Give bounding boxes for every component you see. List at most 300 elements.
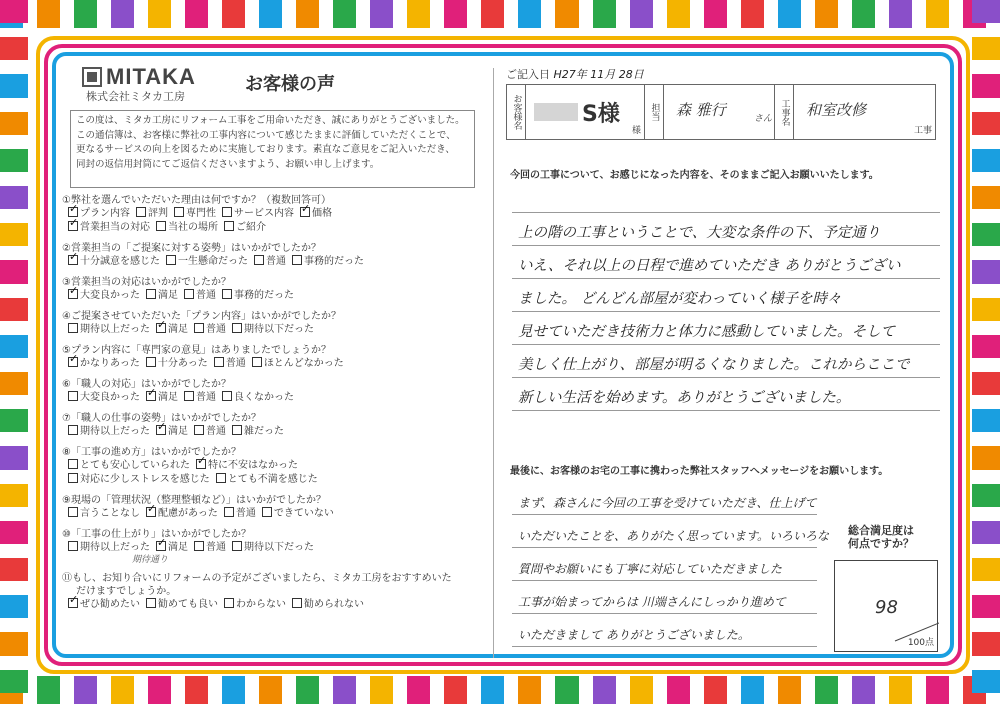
question-title: ④ご提案させていただいた「プラン内容」はいかがでしたか？ bbox=[62, 311, 341, 322]
stripe-block bbox=[704, 676, 727, 704]
option-label: ぜひ勧めたい bbox=[80, 599, 140, 610]
decorative-stripe-bottom bbox=[0, 676, 1000, 704]
stripe-block bbox=[0, 37, 28, 60]
comments-prompt: 今回の工事について、お感じになった内容を、そのままご記入お願いいたします。 bbox=[510, 170, 879, 181]
decorative-stripe-left bbox=[0, 0, 28, 707]
survey-question bbox=[62, 412, 482, 439]
answer-option[interactable] bbox=[184, 290, 216, 301]
option-label: 普通 bbox=[235, 508, 256, 519]
answer-option[interactable] bbox=[184, 392, 216, 403]
checkbox-icon[interactable] bbox=[252, 357, 262, 367]
option-label: 満足 bbox=[158, 290, 178, 301]
option-label: 言うことなし bbox=[80, 508, 140, 519]
stripe-block bbox=[0, 260, 28, 283]
stripe-block bbox=[972, 372, 1000, 395]
ruled-line bbox=[512, 213, 940, 246]
stripe-block bbox=[0, 112, 28, 135]
option-label: とても不満を感じた bbox=[227, 474, 318, 485]
intro-line: この通信簿は、お客様に弊社の工事内容について感じたままに評価していただくことで、 bbox=[76, 129, 456, 141]
option-label: 十分あった bbox=[157, 358, 208, 369]
comments-lines bbox=[512, 212, 940, 411]
answer-option[interactable] bbox=[156, 426, 188, 437]
answer-option[interactable] bbox=[174, 208, 216, 219]
message-prompt: 最後に、お客様のお宅の工事に携わった弊社スタッフへメッセージをお願いします。 bbox=[510, 466, 889, 477]
answer-option[interactable] bbox=[224, 508, 256, 519]
checkbox-icon[interactable] bbox=[146, 598, 156, 608]
ruled-line bbox=[512, 246, 940, 279]
option-label: 価格 bbox=[312, 208, 332, 219]
stripe-block bbox=[555, 0, 578, 28]
survey-question bbox=[62, 528, 482, 565]
decorative-stripe-top bbox=[0, 0, 1000, 28]
stripe-block bbox=[407, 0, 430, 28]
option-label: 満足 bbox=[158, 392, 178, 403]
checkbox-icon[interactable] bbox=[194, 425, 204, 435]
answer-option[interactable] bbox=[254, 256, 286, 267]
option-label: サービス内容 bbox=[234, 208, 294, 219]
checked-checkbox-icon[interactable] bbox=[68, 221, 78, 231]
option-label: わからない bbox=[236, 599, 286, 610]
checkbox-icon[interactable] bbox=[184, 289, 194, 299]
checkbox-icon[interactable] bbox=[68, 391, 78, 401]
answer-option[interactable] bbox=[232, 542, 314, 553]
stripe-block bbox=[972, 632, 1000, 655]
question-list bbox=[62, 194, 482, 619]
stripe-block bbox=[444, 0, 467, 28]
intro-line: 更なるサービスの向上を図るために実施しております。素直なご意見をご記入いただき、 bbox=[76, 144, 455, 155]
checked-checkbox-icon[interactable] bbox=[68, 598, 78, 608]
answer-option[interactable] bbox=[68, 426, 150, 437]
company-logo bbox=[82, 64, 196, 90]
score-max: 100点 bbox=[907, 638, 934, 648]
checkbox-icon[interactable] bbox=[222, 289, 232, 299]
checkbox-icon[interactable] bbox=[222, 391, 232, 401]
survey-left-column bbox=[60, 62, 485, 662]
stripe-block bbox=[0, 298, 28, 321]
handwritten-text: 美しく仕上がり、部屋が明るくなりました。これからここで bbox=[518, 357, 910, 373]
checkbox-icon[interactable] bbox=[292, 255, 302, 265]
option-label: 普通 bbox=[225, 358, 246, 369]
option-label: 大変良かった bbox=[80, 290, 140, 301]
option-label: 普通 bbox=[206, 426, 226, 437]
ruled-line bbox=[512, 548, 817, 581]
ruled-line bbox=[512, 312, 940, 345]
answer-option[interactable] bbox=[156, 542, 188, 553]
stripe-block bbox=[741, 0, 764, 28]
handwritten-text: 新しい生活を始めます。ありがとうございました。 bbox=[518, 390, 851, 406]
checkbox-icon[interactable] bbox=[68, 425, 78, 435]
answer-option[interactable] bbox=[216, 474, 318, 485]
date-label: ご記入日 bbox=[506, 68, 550, 81]
checkbox-icon[interactable] bbox=[232, 323, 242, 333]
decorative-stripe-right bbox=[972, 0, 1000, 707]
option-label: 勧められない bbox=[304, 599, 364, 610]
answer-option[interactable] bbox=[196, 460, 298, 471]
answer-option[interactable] bbox=[136, 208, 168, 219]
answer-option[interactable] bbox=[156, 222, 218, 233]
stripe-block bbox=[481, 0, 504, 28]
staff-cell bbox=[664, 85, 775, 139]
option-label: とても安心していられた bbox=[80, 460, 190, 471]
handwritten-text: 工事が始まってからは 川端さんにしっかり進めて bbox=[518, 595, 786, 609]
stripe-block bbox=[0, 595, 28, 618]
stripe-block bbox=[778, 0, 801, 28]
answer-option[interactable] bbox=[146, 358, 208, 369]
stripe-block bbox=[296, 676, 319, 704]
checkbox-icon[interactable] bbox=[146, 357, 156, 367]
answer-option[interactable] bbox=[146, 392, 178, 403]
option-label: 勧めても良い bbox=[158, 599, 218, 610]
option-label: 普通 bbox=[266, 256, 286, 267]
checkbox-icon[interactable] bbox=[156, 221, 166, 231]
answer-option[interactable] bbox=[68, 324, 150, 335]
checked-checkbox-icon[interactable] bbox=[156, 425, 166, 435]
answer-option[interactable] bbox=[222, 392, 294, 403]
checkbox-icon[interactable] bbox=[232, 425, 242, 435]
stripe-block bbox=[370, 676, 393, 704]
customer-cell bbox=[526, 85, 645, 139]
stripe-block bbox=[972, 186, 1000, 209]
option-label: 期待以下だった bbox=[244, 324, 314, 335]
column-divider bbox=[493, 68, 494, 658]
checkbox-icon[interactable] bbox=[232, 541, 242, 551]
option-row bbox=[62, 357, 482, 371]
stripe-block bbox=[972, 0, 1000, 23]
survey-question bbox=[62, 344, 482, 371]
checkbox-icon[interactable] bbox=[68, 459, 78, 469]
answer-option[interactable] bbox=[68, 460, 190, 471]
option-row bbox=[62, 255, 482, 269]
handwritten-text: 質問やお願いにも丁寧に対応していただきました bbox=[518, 562, 783, 576]
question-title: ⑩「工事の仕上がり」はいかがでしたか？ bbox=[62, 529, 251, 540]
option-label: 普通 bbox=[206, 324, 226, 335]
stripe-block bbox=[148, 676, 171, 704]
checkbox-icon[interactable] bbox=[224, 221, 234, 231]
stripe-block bbox=[741, 676, 764, 704]
logo-wordmark: MITAKA bbox=[106, 64, 196, 89]
stripe-block bbox=[852, 676, 875, 704]
stripe-block bbox=[972, 409, 1000, 432]
option-label: 満足 bbox=[168, 426, 188, 437]
answer-option[interactable] bbox=[68, 290, 140, 301]
staff-label: 担当 bbox=[645, 85, 664, 139]
answer-option[interactable] bbox=[232, 324, 314, 335]
answer-option[interactable] bbox=[224, 222, 266, 233]
stripe-block bbox=[370, 0, 393, 28]
option-label: 満足 bbox=[168, 324, 188, 335]
checked-checkbox-icon[interactable] bbox=[156, 323, 166, 333]
stripe-block bbox=[222, 0, 245, 28]
handwritten-text: いただきまして ありがとうございました。 bbox=[518, 628, 750, 642]
option-label: 特に不安はなかった bbox=[208, 460, 298, 471]
ruled-line bbox=[512, 581, 817, 614]
answer-option[interactable] bbox=[194, 426, 226, 437]
stripe-block bbox=[74, 0, 97, 28]
stripe-block bbox=[0, 74, 28, 97]
checkbox-icon[interactable] bbox=[68, 323, 78, 333]
answer-option[interactable] bbox=[194, 324, 226, 335]
checkbox-icon[interactable] bbox=[146, 289, 156, 299]
option-label: 普通 bbox=[196, 290, 216, 301]
stripe-block bbox=[972, 484, 1000, 507]
survey-question bbox=[62, 572, 482, 612]
answer-option[interactable] bbox=[68, 392, 140, 403]
stripe-block bbox=[852, 0, 875, 28]
checked-checkbox-icon[interactable] bbox=[68, 357, 78, 367]
option-label: プラン内容 bbox=[80, 208, 130, 219]
checkbox-icon[interactable] bbox=[224, 598, 234, 608]
stripe-block bbox=[333, 676, 356, 704]
stripe-block bbox=[296, 0, 319, 28]
stripe-block bbox=[972, 335, 1000, 358]
question-title: ⑧「工事の進め方」はいかがでしたか？ bbox=[62, 447, 241, 458]
answer-option[interactable] bbox=[262, 508, 334, 519]
survey-question bbox=[62, 276, 482, 303]
option-row bbox=[62, 425, 482, 439]
stripe-block bbox=[926, 676, 949, 704]
question-title: ①弊社を選んでいただいた理由は何ですか？（複数回答可） bbox=[62, 195, 331, 206]
option-row bbox=[62, 507, 482, 521]
option-label: 期待以下だった bbox=[244, 542, 314, 553]
option-label: 営業担当の対応 bbox=[80, 222, 150, 233]
checked-checkbox-icon[interactable] bbox=[146, 391, 156, 401]
answer-option[interactable] bbox=[166, 256, 248, 267]
answer-option[interactable] bbox=[68, 358, 140, 369]
handwritten-text: いえ、それ以上の日程で進めていただき ありがとうござい bbox=[518, 258, 901, 274]
ruled-line bbox=[512, 279, 940, 312]
stripe-block bbox=[593, 676, 616, 704]
stripe-block bbox=[889, 0, 912, 28]
stripe-block bbox=[555, 676, 578, 704]
answer-option[interactable] bbox=[68, 256, 160, 267]
checkbox-icon[interactable] bbox=[214, 357, 224, 367]
customer-info-table bbox=[506, 84, 936, 140]
customer-suffix: 様 bbox=[631, 126, 641, 136]
option-label: 雑だった bbox=[244, 426, 284, 437]
option-label: 対応に少しストレスを感じた bbox=[80, 474, 210, 485]
stripe-block bbox=[972, 149, 1000, 172]
option-label: ほとんどなかった bbox=[263, 358, 344, 369]
option-row bbox=[62, 221, 482, 235]
answer-option[interactable] bbox=[292, 256, 364, 267]
handwritten-text: いただいたことを、ありがたく思っています。いろいろな bbox=[518, 529, 830, 543]
stripe-block bbox=[0, 409, 28, 432]
stripe-block bbox=[481, 676, 504, 704]
option-row bbox=[62, 598, 482, 612]
answer-option[interactable] bbox=[194, 542, 226, 553]
checkbox-icon[interactable] bbox=[224, 507, 234, 517]
option-row bbox=[62, 473, 482, 487]
stripe-block bbox=[37, 0, 60, 28]
work-name: 和室改修 bbox=[806, 101, 867, 119]
score-label bbox=[822, 524, 940, 550]
answer-option[interactable] bbox=[232, 426, 284, 437]
option-label: 十分誠意を感じた bbox=[80, 256, 160, 267]
ruled-line bbox=[512, 482, 817, 515]
answer-option[interactable] bbox=[68, 474, 210, 485]
stripe-block bbox=[518, 0, 541, 28]
stripe-block bbox=[667, 676, 690, 704]
answer-option[interactable] bbox=[146, 508, 218, 519]
survey-question bbox=[62, 494, 482, 521]
checkbox-icon[interactable] bbox=[166, 255, 176, 265]
answer-option[interactable] bbox=[222, 208, 294, 219]
stripe-block bbox=[972, 446, 1000, 469]
work-cell bbox=[794, 85, 935, 139]
work-label: 工事名 bbox=[775, 85, 794, 139]
handwritten-text: ました。 どんどん部屋が変わっていく様子を時々 bbox=[518, 291, 842, 307]
option-label: 専門性 bbox=[186, 208, 216, 219]
stripe-block bbox=[667, 0, 690, 28]
checkbox-icon[interactable] bbox=[292, 598, 302, 608]
question-title: ⑪もし、お知り合いにリフォームの予定がございましたら、ミタカ工房をおすすめいた bbox=[62, 573, 452, 584]
answer-option[interactable] bbox=[156, 324, 188, 335]
question-title: ⑨現場の「管理状況（整理整頓など）」はいかがでしたか？ bbox=[62, 495, 326, 506]
stripe-block bbox=[0, 484, 28, 507]
stripe-block bbox=[972, 521, 1000, 544]
intro-line: この度は、ミタカ工房にリフォーム工事をご用命いただき、誠にありがとうございました。 bbox=[76, 115, 465, 126]
checkbox-icon[interactable] bbox=[262, 507, 272, 517]
answer-option[interactable] bbox=[224, 599, 286, 610]
date-value: H27年 11月 28日 bbox=[553, 68, 644, 81]
option-label: 評判 bbox=[148, 208, 168, 219]
score-value: 98 bbox=[875, 597, 898, 618]
page-title: お客様の声 bbox=[245, 74, 335, 95]
checkbox-icon[interactable] bbox=[136, 207, 146, 217]
answer-option[interactable] bbox=[146, 290, 178, 301]
stripe-block bbox=[972, 260, 1000, 283]
handwritten-text: 上の階の工事ということで、大変な条件の下、予定通り bbox=[518, 225, 881, 241]
stripe-block bbox=[0, 223, 28, 246]
intro-box bbox=[70, 110, 475, 188]
company-name: 株式会社ミタカ工房 bbox=[86, 90, 185, 103]
stripe-block bbox=[0, 186, 28, 209]
question-title: ⑤プラン内容に「専門家の意見」はありましたでしょうか？ bbox=[62, 345, 331, 356]
stripe-block bbox=[972, 595, 1000, 618]
stripe-block bbox=[111, 0, 134, 28]
survey-question bbox=[62, 310, 482, 337]
checkbox-icon[interactable] bbox=[222, 207, 232, 217]
answer-option[interactable] bbox=[252, 358, 344, 369]
checked-checkbox-icon[interactable] bbox=[68, 289, 78, 299]
stripe-block bbox=[148, 0, 171, 28]
checkbox-icon[interactable] bbox=[68, 473, 78, 483]
option-row bbox=[62, 459, 482, 473]
checked-checkbox-icon[interactable] bbox=[146, 507, 156, 517]
checked-checkbox-icon[interactable] bbox=[300, 207, 310, 217]
checkbox-icon[interactable] bbox=[68, 507, 78, 517]
checked-checkbox-icon[interactable] bbox=[196, 459, 206, 469]
stripe-block bbox=[185, 0, 208, 28]
stripe-block bbox=[185, 676, 208, 704]
option-label: 普通 bbox=[196, 392, 216, 403]
checkbox-icon[interactable] bbox=[194, 541, 204, 551]
stripe-block bbox=[630, 676, 653, 704]
option-label: 期待以上だった bbox=[80, 426, 150, 437]
stripe-block bbox=[0, 446, 28, 469]
ruled-line bbox=[512, 515, 830, 548]
stripe-block bbox=[333, 0, 356, 28]
score-box bbox=[834, 560, 938, 652]
question-title: ⑥「職人の対応」はいかがでしたか？ bbox=[62, 379, 231, 390]
answer-option[interactable] bbox=[68, 222, 150, 233]
answer-option[interactable] bbox=[214, 358, 246, 369]
customer-label: お客様名 bbox=[507, 85, 526, 139]
work-suffix: 工事 bbox=[913, 126, 932, 136]
question-title: ③営業担当の対応はいかがでしたか？ bbox=[62, 277, 231, 288]
stripe-block bbox=[0, 149, 28, 172]
ruled-line bbox=[512, 614, 817, 647]
stripe-block bbox=[259, 676, 282, 704]
staff-suffix: さん bbox=[754, 114, 773, 124]
checkbox-icon[interactable] bbox=[216, 473, 226, 483]
survey-right-column bbox=[500, 62, 940, 662]
answer-option[interactable] bbox=[68, 542, 150, 553]
ruled-line bbox=[512, 378, 940, 411]
customer-name: S様 bbox=[582, 102, 620, 127]
option-row bbox=[62, 207, 482, 221]
stripe-block bbox=[778, 676, 801, 704]
checkbox-icon[interactable] bbox=[174, 207, 184, 217]
stripe-block bbox=[972, 74, 1000, 97]
stripe-block bbox=[0, 372, 28, 395]
answer-option[interactable] bbox=[146, 599, 218, 610]
stripe-block bbox=[704, 0, 727, 28]
option-label: 当社の場所 bbox=[168, 222, 218, 233]
intro-line: 同封の返信用封筒にてご返信くださいますよう、お願い申し上げます。 bbox=[76, 158, 380, 170]
handwritten-note: 期待通り bbox=[132, 555, 169, 565]
stripe-block bbox=[0, 521, 28, 544]
question-title: ②営業担当の「ご提案に対する姿勢」はいかがでしたか？ bbox=[62, 243, 321, 254]
stripe-block bbox=[815, 676, 838, 704]
checkbox-icon[interactable] bbox=[254, 255, 264, 265]
checkbox-icon[interactable] bbox=[68, 541, 78, 551]
stripe-block bbox=[630, 0, 653, 28]
answer-option[interactable] bbox=[68, 599, 140, 610]
option-label: 事務的だった bbox=[234, 290, 294, 301]
option-label: 期待以上だった bbox=[80, 324, 150, 335]
stripe-block bbox=[0, 335, 28, 358]
option-label: 普通 bbox=[206, 542, 226, 553]
stripe-block bbox=[111, 676, 134, 704]
answer-option[interactable] bbox=[222, 290, 294, 301]
checkbox-icon[interactable] bbox=[194, 323, 204, 333]
checkbox-icon[interactable] bbox=[184, 391, 194, 401]
option-row bbox=[62, 391, 482, 405]
option-row bbox=[62, 323, 482, 337]
stripe-block bbox=[972, 223, 1000, 246]
answer-option[interactable] bbox=[300, 208, 332, 219]
entry-date bbox=[506, 66, 644, 82]
answer-option[interactable] bbox=[292, 599, 364, 610]
stripe-block bbox=[37, 676, 60, 704]
option-label: ご紹介 bbox=[236, 222, 266, 233]
option-label: かなりあった bbox=[80, 358, 140, 369]
option-label: 期待以上だった bbox=[80, 542, 150, 553]
question-title-continued: だけますでしょうか。 bbox=[76, 586, 177, 597]
logo-mark-icon bbox=[82, 67, 102, 87]
stripe-block bbox=[0, 670, 28, 693]
checked-checkbox-icon[interactable] bbox=[156, 541, 166, 551]
staff-name: 森 雅行 bbox=[676, 101, 726, 119]
answer-option[interactable] bbox=[68, 508, 140, 519]
stripe-block bbox=[407, 676, 430, 704]
option-row bbox=[62, 289, 482, 303]
option-label: 事務的だった bbox=[304, 256, 364, 267]
checked-checkbox-icon[interactable] bbox=[68, 255, 78, 265]
stripe-block bbox=[972, 670, 1000, 693]
ruled-line bbox=[512, 345, 940, 378]
